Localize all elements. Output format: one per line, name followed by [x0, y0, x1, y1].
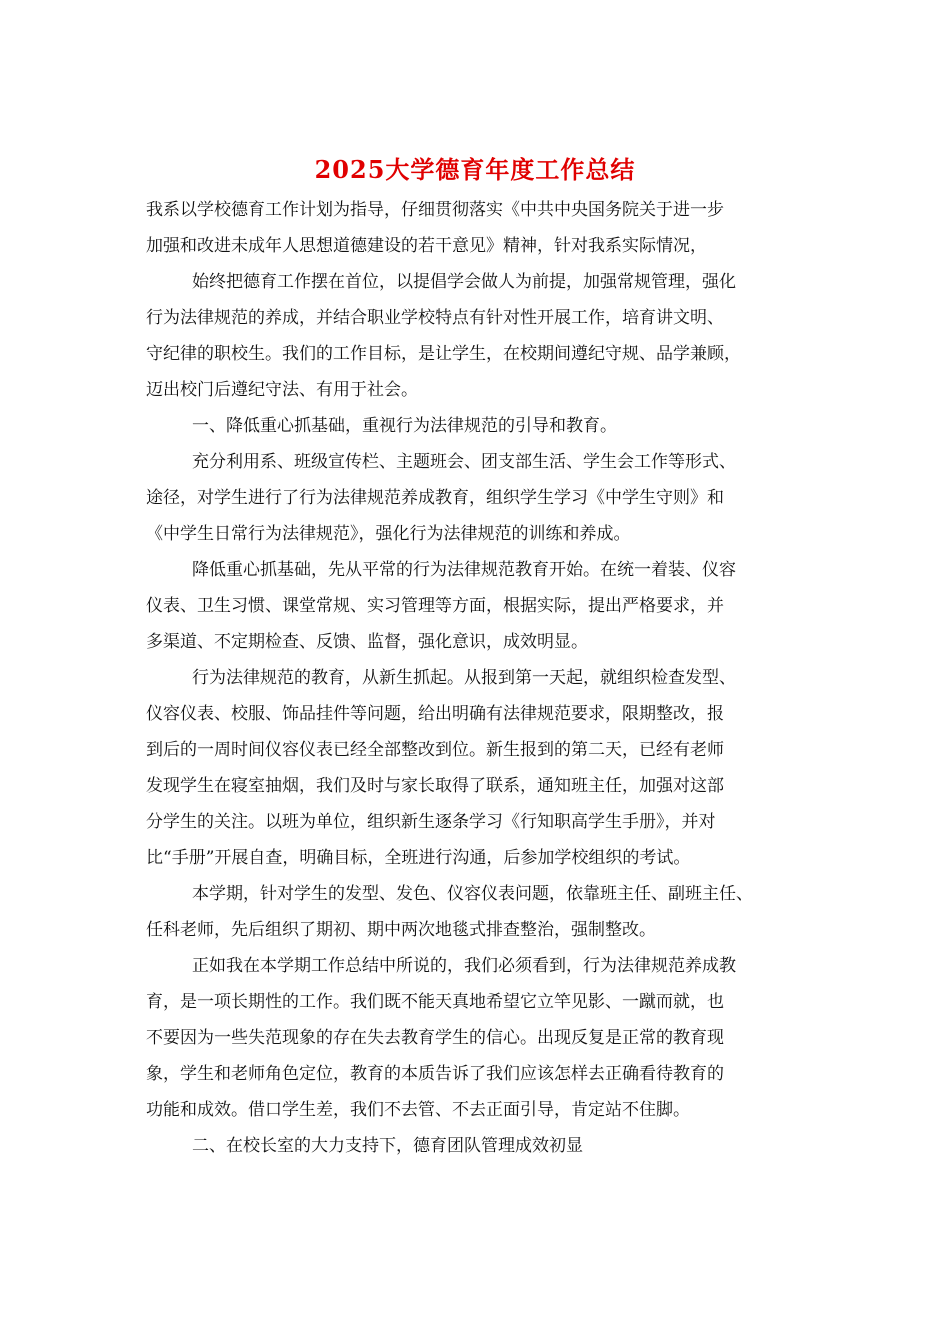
text-line: 我系以学校德育工作计划为指导，仔细贯彻落实《中共中央国务院关于进一步 — [146, 200, 724, 220]
text-line: 分学生的关注。以班为单位，组织新生逐条学习《行知职高学生手册》，并对 — [146, 812, 716, 832]
document-title: 2025大学德育年度工作总结 — [314, 155, 636, 184]
text-line: 仪容仪表、校服、饰品挂件等问题，给出明确有法律规范要求，限期整改，报 — [146, 704, 724, 724]
text-line: 功能和成效。借口学生差，我们不去管、不去正面引导，肯定站不住脚。 — [146, 1100, 690, 1120]
text-line: 始终把德育工作摆在首位，以提倡学会做人为前提，加强常规管理，强化 — [192, 272, 736, 292]
text-line: 正如我在本学期工作总结中所说的，我们必须看到，行为法律规范养成教 — [192, 956, 736, 976]
text-line: 降低重心抓基础，先从平常的行为法律规范教育开始。在统一着装、仪容 — [192, 560, 736, 580]
text-line: 发现学生在寝室抽烟，我们及时与家长取得了联系，通知班主任，加强对这部 — [146, 776, 724, 796]
text-line: 育，是一项长期性的工作。我们既不能天真地希望它立竿见影、一蹴而就，也 — [146, 992, 724, 1012]
text-line: 本学期，针对学生的发型、发色、仪容仪表问题，依靠班主任、副班主任、 — [192, 884, 753, 904]
text-line: 仪表、卫生习惯、课堂常规、实习管理等方面，根据实际，提出严格要求，并 — [146, 596, 724, 616]
text-line: 行为法律规范的教育，从新生抓起。从报到第一天起，就组织检查发型、 — [192, 668, 736, 688]
text-line: 不要因为一些失范现象的存在失去教育学生的信心。出现反复是正常的教育现 — [146, 1028, 724, 1048]
text-line: 多渠道、不定期检查、反馈、监督，强化意识，成效明显。 — [146, 632, 588, 652]
text-line: 行为法律规范的养成，并结合职业学校特点有针对性开展工作，培育讲文明、 — [146, 308, 724, 328]
text-line: 到后的一周时间仪容仪表已经全部整改到位。新生报到的第二天，已经有老师 — [146, 740, 724, 760]
document-body — [146, 192, 822, 1164]
text-line: 一、降低重心抓基础，重视行为法律规范的引导和教育。 — [192, 416, 617, 436]
text-line: 二、在校长室的大力支持下，德育团队管理成效初显 — [192, 1136, 583, 1156]
text-line: 途径，对学生进行了行为法律规范养成教育，组织学生学习《中学生守则》和 — [146, 488, 724, 508]
text-line: 比“手册”开展自查，明确目标，全班进行沟通，后参加学校组织的考试。 — [146, 848, 691, 868]
text-line: 充分利用系、班级宣传栏、主题班会、团支部生活、学生会工作等形式、 — [192, 452, 736, 472]
text-line: 守纪律的职校生。我们的工作目标，是让学生，在校期间遵纪守规、品学兼顾， — [146, 344, 741, 364]
text-line: 加强和改进未成年人思想道德建设的若干意见》精神，针对我系实际情况， — [146, 236, 707, 256]
text-line: 迈出校门后遵纪守法、有用于社会。 — [146, 380, 418, 400]
text-line: 象，学生和老师角色定位，教育的本质告诉了我们应该怎样去正确看待教育的 — [146, 1064, 724, 1084]
text-line: 《中学生日常行为法律规范》，强化行为法律规范的训练和养成。 — [146, 524, 631, 544]
text-line: 任科老师，先后组织了期初、期中两次地毯式排查整治，强制整改。 — [146, 920, 656, 940]
